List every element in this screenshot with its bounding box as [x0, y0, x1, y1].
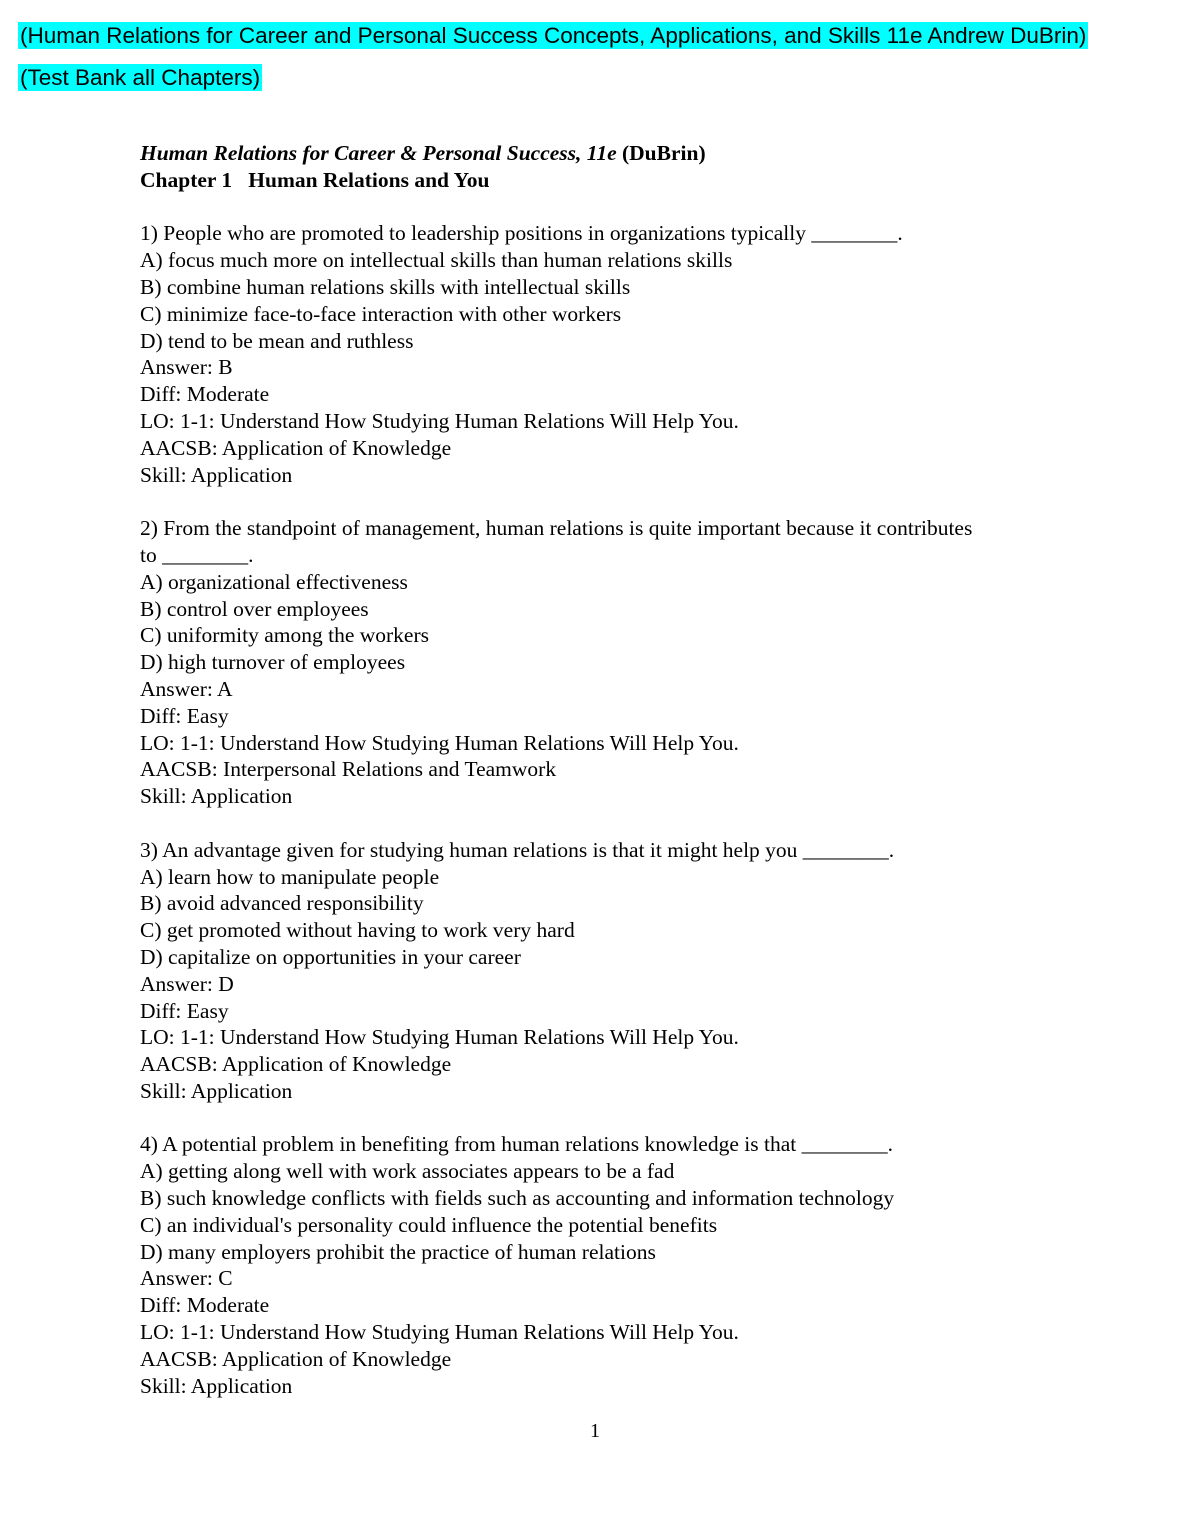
- difficulty-line: Diff: Easy: [140, 998, 229, 1023]
- option-d: D) high turnover of employees: [140, 650, 406, 675]
- banner-subtitle-line: (Test Bank all Chapters): [20, 65, 261, 90]
- question-item: [140, 220, 1100, 488]
- learning-objective-line: LO: 1-1: Understand How Studying Human Relations Will Help You.: [140, 408, 739, 433]
- option-c: C) get promoted without having to work very hard: [140, 918, 575, 943]
- option-b: B) control over employees: [140, 596, 369, 621]
- aacsb-line: AACSB: Application of Knowledge: [140, 1052, 452, 1077]
- learning-objective-line: LO: 1-1: Understand How Studying Human Relations Will Help You.: [140, 1320, 739, 1345]
- aacsb-line: AACSB: Application of Knowledge: [140, 1346, 452, 1371]
- difficulty-line: Diff: Easy: [140, 703, 229, 728]
- book-title-italic: Human Relations for Career & Personal Success, 11e: [140, 141, 617, 165]
- option-d: D) tend to be mean and ruthless: [140, 328, 414, 353]
- difficulty-line: Diff: Moderate: [140, 1293, 270, 1318]
- option-a: A) focus much more on intellectual skills than human relations skills: [140, 248, 733, 273]
- book-author: (DuBrin): [622, 141, 706, 165]
- answer-line: Answer: D: [140, 971, 234, 996]
- question-stem: 1) People who are promoted to leadership positions in organizations typically ________.: [140, 221, 903, 246]
- difficulty-line: Diff: Moderate: [140, 382, 270, 407]
- option-c: C) minimize face-to-face interaction with other workers: [140, 301, 622, 326]
- aacsb-line: AACSB: Interpersonal Relations and Teamwork: [140, 757, 557, 782]
- option-a: A) getting along well with work associates appears to be a fad: [140, 1159, 675, 1184]
- question-item: [140, 1131, 1100, 1399]
- option-c: C) an individual's personality could influence the potential benefits: [140, 1212, 718, 1237]
- book-title: [140, 140, 1100, 167]
- question-stem: 2) From the standpoint of management, human relations is quite important because it contributes: [140, 516, 973, 541]
- aacsb-line: AACSB: Application of Knowledge: [140, 435, 452, 460]
- question-item: [140, 515, 1100, 810]
- skill-line: Skill: Application: [140, 1078, 293, 1103]
- answer-line: Answer: C: [140, 1266, 233, 1291]
- page-number: 1: [590, 1420, 600, 1442]
- option-b: B) avoid advanced responsibility: [140, 891, 424, 916]
- skill-line: Skill: Application: [140, 1373, 293, 1398]
- option-a: A) learn how to manipulate people: [140, 864, 440, 889]
- skill-line: Skill: Application: [140, 462, 293, 487]
- option-c: C) uniformity among the workers: [140, 623, 430, 648]
- banner-title-line: (Human Relations for Career and Personal Success Concepts, Applications, and Skills 11e Andrew DuBrin): [20, 23, 1087, 48]
- answer-line: Answer: B: [140, 355, 233, 380]
- question-stem: 4) A potential problem in benefiting from human relations knowledge is that ________.: [140, 1132, 893, 1157]
- question-stem: 3) An advantage given for studying human relations is that it might help you ________.: [140, 837, 895, 862]
- option-d: D) capitalize on opportunities in your career: [140, 944, 521, 969]
- document-body: [140, 140, 1100, 1399]
- option-b: B) combine human relations skills with intellectual skills: [140, 274, 631, 299]
- learning-objective-line: LO: 1-1: Understand How Studying Human Relations Will Help You.: [140, 1025, 739, 1050]
- answer-line: Answer: A: [140, 676, 233, 701]
- question-list: [140, 220, 1100, 1399]
- chapter-title: Chapter 1 Human Relations and You: [140, 167, 490, 192]
- option-b: B) such knowledge conflicts with fields such as accounting and information technology: [140, 1186, 895, 1211]
- option-a: A) organizational effectiveness: [140, 569, 408, 594]
- option-d: D) many employers prohibit the practice of human relations: [140, 1239, 656, 1264]
- question-stem-continued: to ________.: [140, 542, 254, 567]
- learning-objective-line: LO: 1-1: Understand How Studying Human Relations Will Help You.: [140, 730, 739, 755]
- question-item: [140, 837, 1100, 1105]
- skill-line: Skill: Application: [140, 784, 293, 809]
